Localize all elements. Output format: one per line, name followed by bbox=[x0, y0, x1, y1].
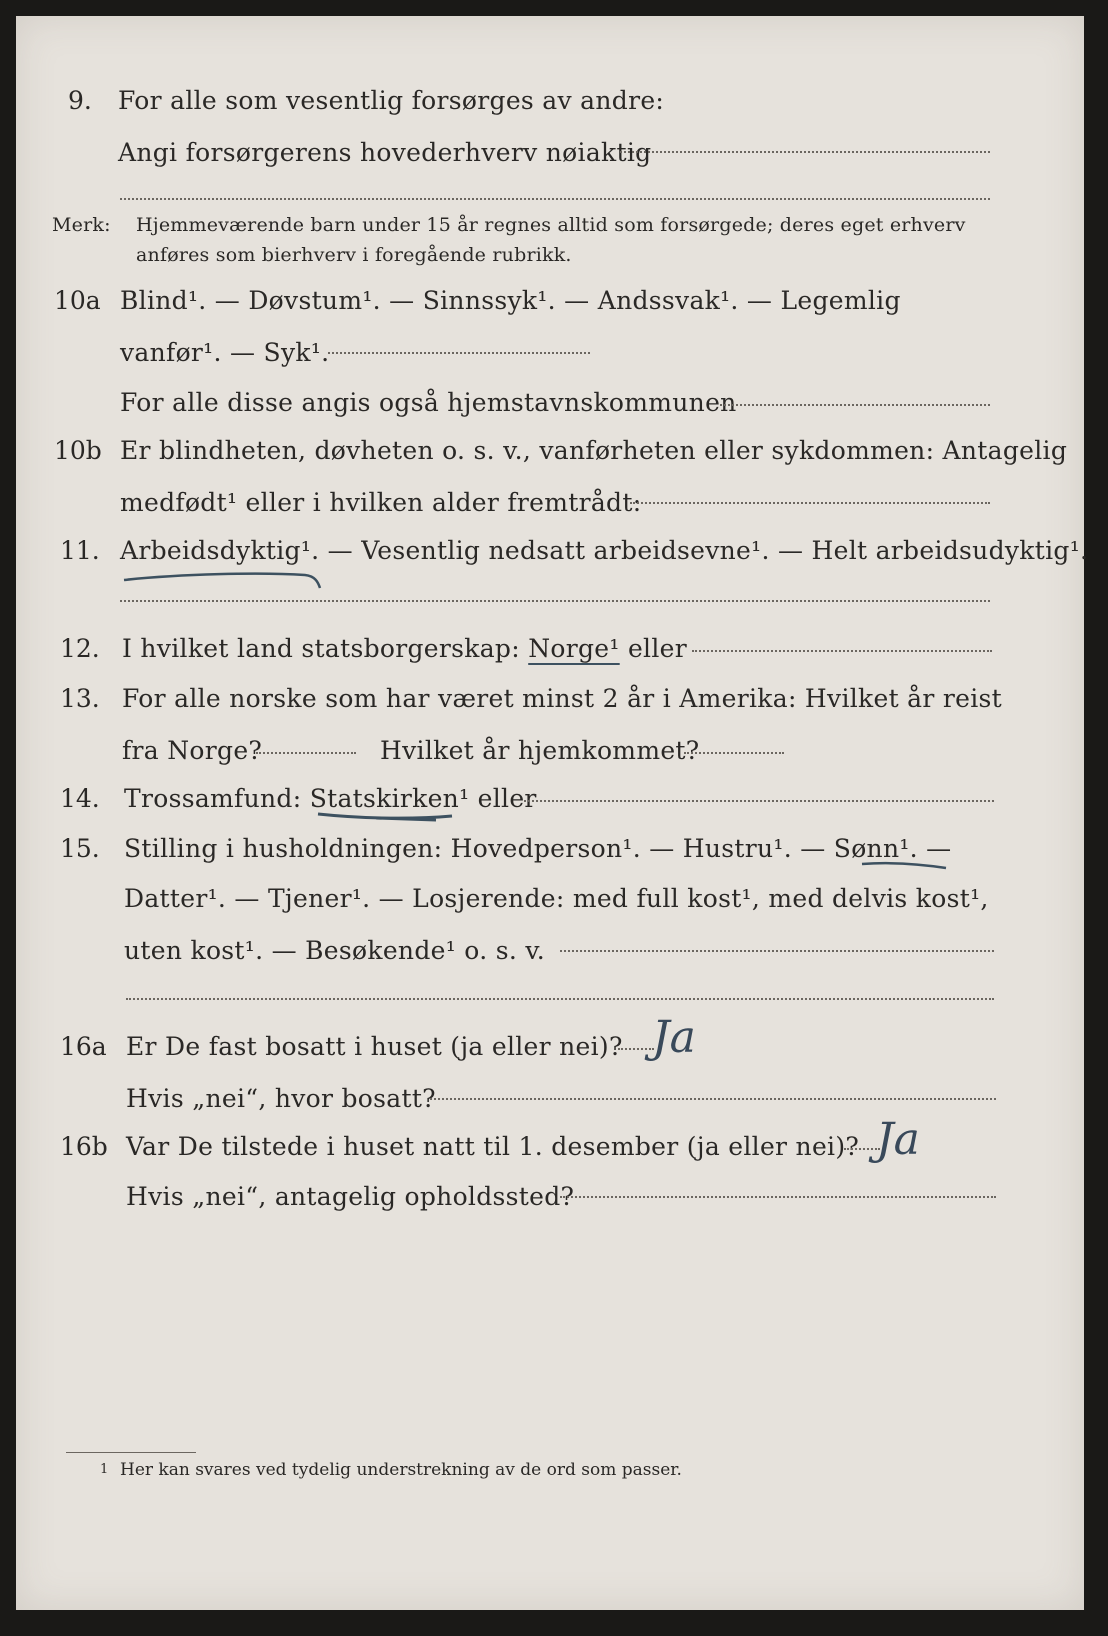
question-number-14: 14. bbox=[60, 784, 100, 813]
q13-hjemkommet-line[interactable] bbox=[684, 752, 784, 754]
q14-answer-line[interactable] bbox=[524, 800, 994, 802]
q15-answer-line-2[interactable] bbox=[126, 998, 994, 1000]
q13-line2a: fra Norge? bbox=[122, 736, 263, 765]
question-number-9: 9. bbox=[68, 86, 92, 115]
census-form-page bbox=[16, 16, 1089, 1610]
q12-line bbox=[122, 634, 687, 663]
q9-answer-line-2[interactable] bbox=[120, 198, 990, 200]
q15-prompt: Stilling i husholdningen: Hovedperson¹. — Hustru¹. — bbox=[124, 834, 834, 863]
q13-reist-line[interactable] bbox=[256, 752, 356, 754]
q15-line1 bbox=[124, 834, 951, 863]
option-norge[interactable]: Norge¹ bbox=[528, 634, 620, 663]
q12-answer-line[interactable] bbox=[692, 650, 992, 652]
q16a-line2: Hvis „nei“, hvor bosatt? bbox=[126, 1084, 436, 1113]
q9-line1: For alle som vesentlig forsørges av andre: bbox=[118, 86, 665, 115]
q13-line1: For alle norske som har været minst 2 år i Amerika: Hvilket år reist bbox=[122, 684, 1003, 713]
q10a-hjemstavn-line[interactable] bbox=[720, 404, 990, 406]
footnote-text: Her kan svares ved tydelig understrekning av de ord som passer. bbox=[120, 1460, 682, 1480]
q16b-line2: Hvis „nei“, antagelig opholdssted? bbox=[126, 1182, 575, 1211]
q10b-answer-line[interactable] bbox=[630, 502, 990, 504]
q10a-line3: For alle disse angis også hjemstavnskommunen bbox=[120, 388, 737, 417]
question-number-15: 15. bbox=[60, 834, 100, 863]
q16a-bosatt-line[interactable] bbox=[430, 1098, 996, 1100]
question-number-10a: 10a bbox=[54, 286, 101, 315]
q16a-line1: Er De fast bosatt i huset (ja eller nei)? bbox=[126, 1032, 623, 1061]
q10a-line2: vanfør¹. — Syk¹. bbox=[120, 338, 330, 367]
question-number-16a: 16a bbox=[60, 1032, 107, 1061]
footnote-divider bbox=[66, 1452, 196, 1453]
q11-options bbox=[120, 536, 1088, 565]
q11-other-options: — Vesentlig nedsatt arbeidsevne¹. — Helt arbeidsudyktig¹. bbox=[319, 536, 1089, 565]
question-number-16b: 16b bbox=[60, 1132, 108, 1161]
q16a-handwritten-answer[interactable]: Ja bbox=[652, 1012, 696, 1063]
q10b-line2: medfødt¹ eller i hvilken alder fremtrådt: bbox=[120, 488, 642, 517]
q13-line2b: Hvilket år hjemkommet? bbox=[380, 736, 700, 765]
footnote-mark: 1 bbox=[100, 1462, 109, 1477]
question-number-10b: 10b bbox=[54, 436, 102, 465]
q9-answer-line[interactable] bbox=[620, 151, 990, 153]
q16b-line1: Var De tilstede i huset natt til 1. desember (ja eller nei)? bbox=[126, 1132, 860, 1161]
q12-eller: eller bbox=[619, 634, 687, 663]
q10a-line1: Blind¹. — Døvstum¹. — Sinnssyk¹. — Andssvak¹. — Legemlig bbox=[120, 286, 901, 315]
q10b-line1: Er blindheten, døvheten o. s. v., vanførheten eller sykdommen: Antagelig bbox=[120, 436, 1068, 465]
q12-prompt: I hvilket land statsborgerskap: bbox=[122, 634, 529, 663]
q9-line2: Angi forsørgerens hovederhverv nøiaktig bbox=[118, 138, 652, 167]
option-arbeidsdyktig[interactable]: Arbeidsdyktig¹. bbox=[120, 536, 320, 565]
question-number-11: 11. bbox=[60, 536, 100, 565]
q15-line2: Datter¹. — Tjener¹. — Losjerende: med full kost¹, med delvis kost¹, bbox=[124, 884, 989, 913]
merk-line2: anføres som bierhverv i foregående rubrikk. bbox=[136, 244, 572, 266]
handwritten-underline-arbeidsdyktig bbox=[120, 566, 330, 596]
q16b-opholdssted-line[interactable] bbox=[560, 1196, 996, 1198]
q16b-answer-line[interactable] bbox=[844, 1148, 880, 1150]
q15-answer-line[interactable] bbox=[560, 950, 994, 952]
question-number-13: 13. bbox=[60, 684, 100, 713]
q16b-handwritten-answer[interactable]: Ja bbox=[876, 1114, 920, 1165]
q16a-answer-line[interactable] bbox=[618, 1048, 654, 1050]
option-statskirken[interactable]: Statskirken¹ bbox=[309, 784, 470, 813]
q14-prompt: Trossamfund: bbox=[124, 784, 310, 813]
question-number-12: 12. bbox=[60, 634, 100, 663]
q14-eller: eller bbox=[469, 784, 537, 813]
q15-line3: uten kost¹. — Besøkende¹ o. s. v. bbox=[124, 936, 546, 965]
merk-line1: Hjemmeværende barn under 15 år regnes alltid som forsørgede; deres eget erhverv bbox=[136, 214, 966, 236]
merk-label: Merk: bbox=[52, 214, 111, 236]
handwritten-underline-sonn bbox=[860, 858, 950, 874]
q10a-answer-line[interactable] bbox=[328, 352, 590, 354]
q15-line1-end: . — bbox=[909, 834, 952, 863]
handwritten-underline-statskirken bbox=[316, 808, 456, 830]
option-sonn[interactable]: Sønn¹ bbox=[833, 834, 910, 863]
q11-answer-line[interactable] bbox=[120, 600, 990, 602]
